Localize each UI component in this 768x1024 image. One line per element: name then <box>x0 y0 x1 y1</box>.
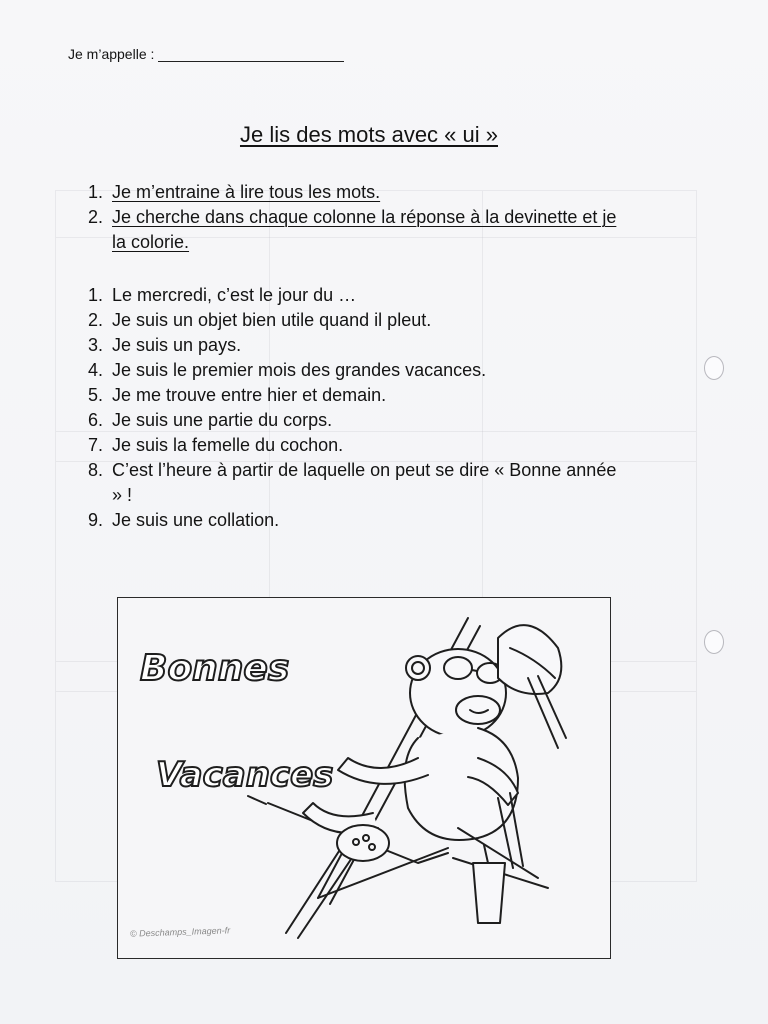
riddle-number: 7. <box>88 435 104 455</box>
bonnes-vacances-illustration <box>117 597 611 959</box>
riddle-text: Je suis un pays. <box>112 335 242 355</box>
riddle-item <box>88 508 628 533</box>
riddle-item <box>88 383 628 408</box>
instruction-item <box>88 205 628 255</box>
binder-hole-top <box>704 356 724 380</box>
riddle-number: 9. <box>88 510 104 530</box>
riddle-number: 4. <box>88 360 104 380</box>
riddle-text: Je suis une collation. <box>112 510 280 530</box>
name-field[interactable] <box>68 46 344 62</box>
riddle-item <box>88 283 628 308</box>
binder-hole-bottom <box>704 630 724 654</box>
riddles-list <box>88 283 628 533</box>
riddle-text: C’est l’heure à partir de laquelle on peut se dire « Bonne année » ! <box>112 460 617 505</box>
riddle-text: Je suis un objet bien utile quand il pleut. <box>112 310 432 330</box>
instructions-list <box>88 180 628 255</box>
worksheet-title: Je lis des mots avec « ui » <box>239 122 498 147</box>
riddle-item <box>88 433 628 458</box>
vacances-word: Vacances <box>156 755 334 795</box>
riddle-item <box>88 333 628 358</box>
riddle-item <box>88 408 628 433</box>
instruction-number: 1. <box>88 182 104 202</box>
riddle-item <box>88 458 628 508</box>
riddle-number: 1. <box>88 285 104 305</box>
bear-in-deckchair-icon <box>118 598 610 958</box>
illustration-credit: © Deschamps_Imagen-fr <box>129 925 231 939</box>
instruction-text: Je m’entraine à lire tous les mots. <box>112 182 381 202</box>
riddle-text: Je suis une partie du corps. <box>112 410 333 430</box>
riddle-text: Je suis la femelle du cochon. <box>112 435 344 455</box>
instruction-text: Je cherche dans chaque colonne la réponse à la devinette et je la colorie. <box>112 207 617 252</box>
riddle-item <box>88 358 628 383</box>
riddle-text: Le mercredi, c’est le jour du … <box>112 285 357 305</box>
name-blank-line[interactable] <box>158 61 344 62</box>
name-label: Je m’appelle : <box>68 46 155 62</box>
riddle-text: Je me trouve entre hier et demain. <box>112 385 387 405</box>
riddle-number: 2. <box>88 310 104 330</box>
instruction-number: 2. <box>88 207 104 227</box>
instruction-item <box>88 180 628 205</box>
riddle-text: Je suis le premier mois des grandes vacances. <box>112 360 487 380</box>
riddle-number: 5. <box>88 385 104 405</box>
bonnes-word: Bonnes <box>140 648 290 689</box>
riddle-item <box>88 308 628 333</box>
riddle-number: 3. <box>88 335 104 355</box>
riddle-number: 6. <box>88 410 104 430</box>
riddle-number: 8. <box>88 460 104 480</box>
